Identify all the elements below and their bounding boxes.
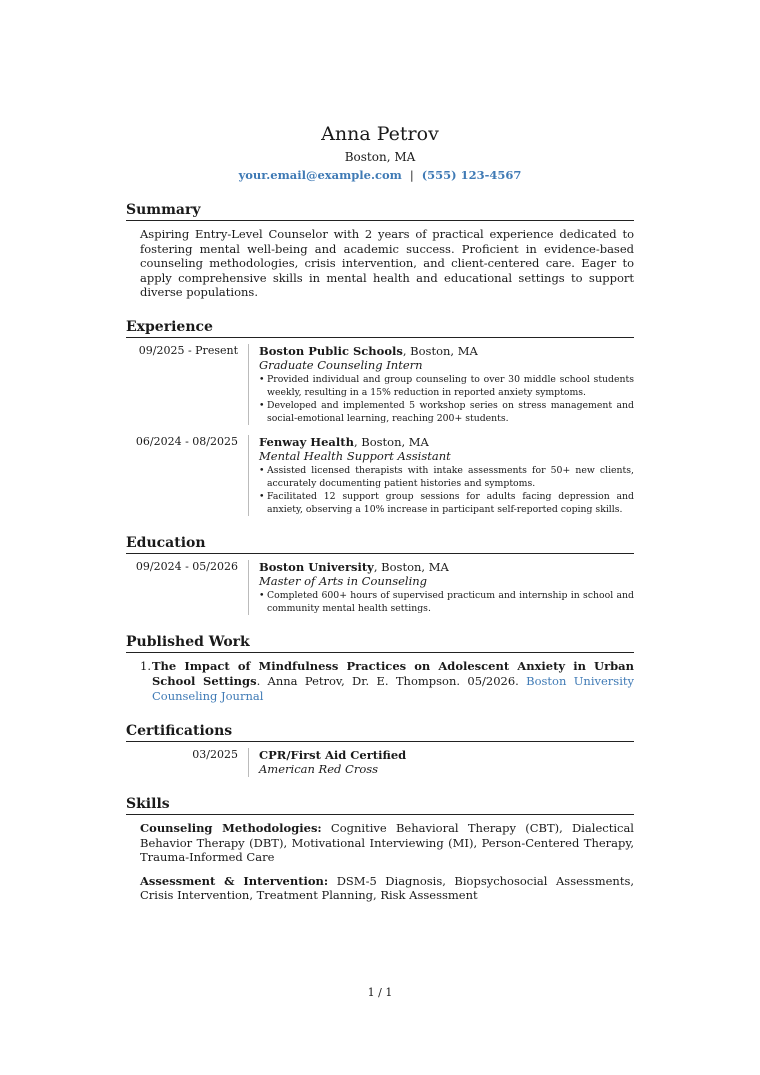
- publication-authors: . Anna Petrov, Dr. E. Thompson. 05/2026.: [256, 673, 527, 688]
- entry-date: 09/2025 - Present: [138, 343, 238, 357]
- entry-heading: [259, 560, 634, 575]
- entry-location: , Boston, MA: [353, 434, 429, 449]
- phone-link[interactable]: (555) 123-4567: [421, 168, 522, 182]
- page-number: 1 / 1: [367, 986, 393, 999]
- entry-location: , Boston, MA: [402, 343, 478, 358]
- bullet-item: • Developed and implemented 5 workshop series on stress management and social-emotional learning, reaching 200+ students.: [259, 399, 634, 425]
- email-link[interactable]: your.email@example.com: [238, 168, 402, 182]
- experience-section: [126, 318, 634, 516]
- section-title: Summary: [126, 201, 634, 221]
- section-title: Experience: [126, 318, 634, 338]
- certifications-section: [126, 722, 634, 777]
- experience-entry: [126, 344, 634, 425]
- entry-organization: Fenway Health: [259, 434, 354, 449]
- certification-entry: [126, 748, 634, 777]
- entry-body: [248, 560, 634, 615]
- entry-heading: [259, 344, 634, 359]
- entry-role: Graduate Counseling Intern: [259, 358, 423, 373]
- bullet-item: • Assisted licensed therapists with intake assessments for 50+ new clients, accurately documenting patient histories and symptoms.: [259, 464, 634, 490]
- bullet-item: • Completed 600+ hours of supervised practicum and internship in school and community mental health settings.: [259, 589, 634, 615]
- candidate-name: Anna Petrov: [321, 123, 439, 145]
- skill-label: Assessment & Intervention:: [140, 873, 329, 888]
- publication-item: [126, 659, 634, 704]
- section-title: Education: [126, 534, 634, 554]
- certification-name: [259, 748, 634, 763]
- section-title: Certifications: [126, 722, 634, 742]
- entry-bullets: [259, 464, 634, 516]
- entry-role: Mental Health Support Assistant: [259, 449, 451, 464]
- certification-name-text: CPR/First Aid Certified: [259, 747, 407, 762]
- skill-list: DSM-5 Diagnosis, Biopsychosocial Assessments, Crisis Intervention, Treatment Planning, Risk Assessment: [140, 873, 634, 903]
- entry-degree: Master of Arts in Counseling: [259, 574, 428, 589]
- experience-entry: [126, 435, 634, 516]
- skill-list: Cognitive Behavioral Therapy (CBT), Dialectical Behavior Therapy (DBT), Motivational Interviewing (MI), Person-Centered Therapy, Trauma-Informed Care: [140, 820, 634, 865]
- entry-body: [248, 435, 634, 516]
- published-work-section: [126, 633, 634, 704]
- summary-text: Aspiring Entry-Level Counselor with 2 years of practical experience dedicated to fostering mental well-being and academic success. Proficient in evidence-based counseling methodologies, crisis intervention, and client-centered care. Eager to apply comprehensive skills in mental health and educational settings to support diverse populations.: [140, 227, 634, 300]
- entry-bullets: [259, 373, 634, 425]
- entry-bullets: [259, 589, 634, 615]
- skill-group: [126, 821, 634, 865]
- entry-date: 03/2025: [192, 747, 238, 761]
- publication-venue-link[interactable]: Boston University Counseling Journal: [152, 673, 634, 703]
- publication-text: [152, 659, 634, 704]
- entry-body: [248, 344, 634, 425]
- bullet-item: • Facilitated 12 support group sessions for adults facing depression and anxiety, observing a 10% increase in participant self-reported coping skills.: [259, 490, 634, 516]
- resume-page: [126, 122, 634, 903]
- entry-heading: [259, 435, 634, 450]
- section-title: Skills: [126, 795, 634, 815]
- skill-label: Counseling Methodologies:: [140, 820, 322, 835]
- education-section: [126, 534, 634, 615]
- candidate-location: Boston, MA: [344, 150, 416, 164]
- skills-section: [126, 795, 634, 903]
- contact-line: [126, 167, 634, 183]
- bullet-item: • Provided individual and group counseling to over 30 middle school students weekly, resulting in a 15% reduction in reported anxiety symptoms.: [259, 373, 634, 399]
- skill-group: [126, 874, 634, 903]
- summary-section: [126, 201, 634, 300]
- entry-date: 09/2024 - 05/2026: [135, 559, 238, 573]
- publication-title: The Impact of Mindfulness Practices on Adolescent Anxiety in Urban School Settings: [152, 658, 634, 688]
- education-entry: [126, 560, 634, 615]
- certification-issuer: American Red Cross: [259, 762, 379, 777]
- entry-date: 06/2024 - 08/2025: [135, 434, 238, 448]
- entry-organization: Boston Public Schools: [259, 343, 403, 358]
- entry-body: [248, 748, 634, 777]
- resume-header: [126, 122, 634, 183]
- entry-organization: Boston University: [259, 559, 374, 574]
- section-title: Published Work: [126, 633, 634, 653]
- contact-separator: |: [409, 168, 414, 182]
- entry-location: , Boston, MA: [373, 559, 449, 574]
- publication-number: 1.: [140, 658, 151, 673]
